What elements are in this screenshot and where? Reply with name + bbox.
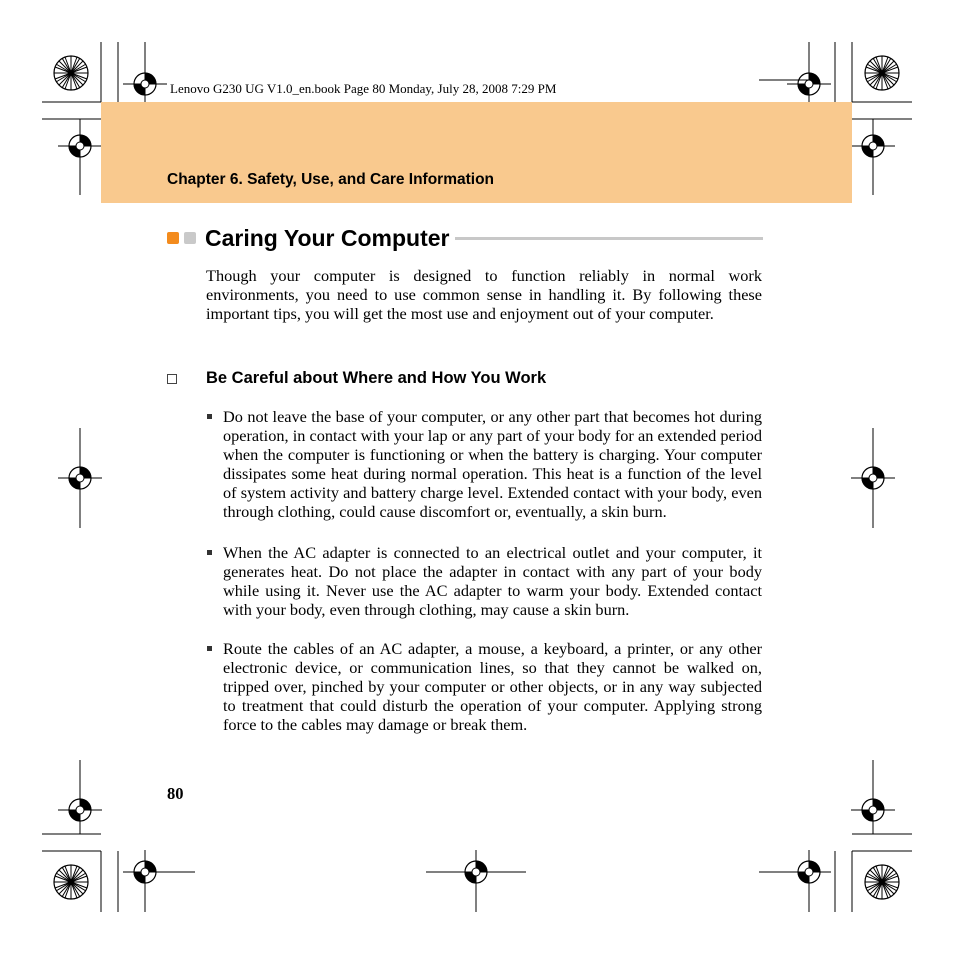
subsection-heading bbox=[167, 369, 767, 391]
section-title: Caring Your Computer bbox=[205, 225, 450, 251]
intro-paragraph: Though your computer is designed to function reliably in normal work environments, you need to use common sense in handling it. By following these important tips, you will get the most use and enjoyment out of your computer. bbox=[206, 266, 762, 323]
chapter-title: Chapter 6. Safety, Use, and Care Information bbox=[167, 171, 495, 188]
list-item-text: When the AC adapter is connected to an electrical outlet and your computer, it generates heat. Do not place the adapter in contact with any part of your body while using it. Never use the AC adapter to warm your body. Extended contact with your body, even through clothing, may cause a skin burn. bbox=[223, 543, 762, 619]
orange-square-icon bbox=[167, 232, 179, 244]
section-heading bbox=[167, 224, 763, 254]
bullet-icon bbox=[207, 414, 212, 419]
bullet-icon bbox=[207, 550, 212, 555]
gray-square-icon bbox=[184, 232, 196, 244]
book-file-header: Lenovo G230 UG V1.0_en.book Page 80 Monday, July 28, 2008 7:29 PM bbox=[170, 81, 557, 96]
heading-rule bbox=[455, 237, 763, 240]
square-bullet-icon bbox=[167, 374, 177, 384]
page-number: 80 bbox=[167, 784, 184, 803]
bullet-icon bbox=[207, 646, 212, 651]
subsection-title: Be Careful about Where and How You Work bbox=[206, 369, 547, 387]
list-item-text: Do not leave the base of your computer, or any other part that becomes hot during operation, in contact with your lap or any part of your body for an extended period when the computer is functioning or when the battery is charging. Your computer dissipates some heat during normal operation. This heat is a function of the level of system activity and battery charge level. Extended contact with your body, even through clothing, could cause discomfort or, eventually, a skin burn. bbox=[223, 407, 762, 521]
list-item-text: Route the cables of an AC adapter, a mouse, a keyboard, a printer, or any other electronic device, or communication lines, so that they cannot be walked on, tripped over, pinched by your computer or other objects, or in any way subjected to treatment that could disturb the operation of your computer. Applying strong force to the cables may damage or break them. bbox=[223, 639, 762, 734]
